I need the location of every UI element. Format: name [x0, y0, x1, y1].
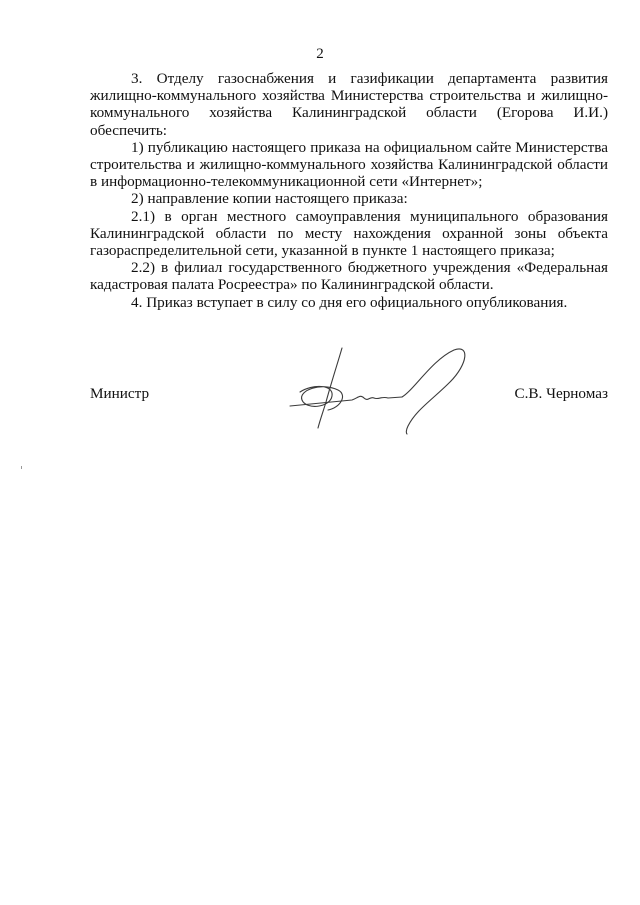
page-number: 2: [316, 46, 324, 62]
paragraph-4: 4. Приказ вступает в силу со дня его официального опубликования.: [131, 293, 568, 311]
paragraph-3-1: 1) публикацию настоящего приказа на официальном сайте Министерства строительства и жилищно-коммунального хозяйства Калининградской области в информационно-телекоммуникационной сети «Интернет»;: [90, 138, 608, 191]
document-body: [90, 70, 608, 311]
signer-name: С.В. Черномаз: [514, 385, 608, 402]
signer-position: Министр: [90, 385, 150, 402]
paragraph-3-2-1: 2.1) в орган местного самоуправления муниципального образования Калининградской области по месту нахождения охранной зоны объекта газораспределительной сети, указанной в пункте 1 настоящего приказа;: [90, 207, 608, 260]
paragraph-3-2-2: 2.2) в филиал государственного бюджетного учреждения «Федеральная кадастровая палата Росреестра» по Калининградской области.: [90, 259, 608, 294]
handwritten-signature: [282, 340, 472, 435]
scan-artifact: [21, 466, 22, 469]
paragraph-3: 3. Отделу газоснабжения и газификации департамента развития жилищно-коммунального хозяйства Министерства строительства и жилищно-коммунального хозяйства Калининградской области (Егорова И.И.) обеспечить:: [90, 70, 608, 139]
paragraph-3-2: 2) направление копии настоящего приказа:: [131, 190, 408, 208]
